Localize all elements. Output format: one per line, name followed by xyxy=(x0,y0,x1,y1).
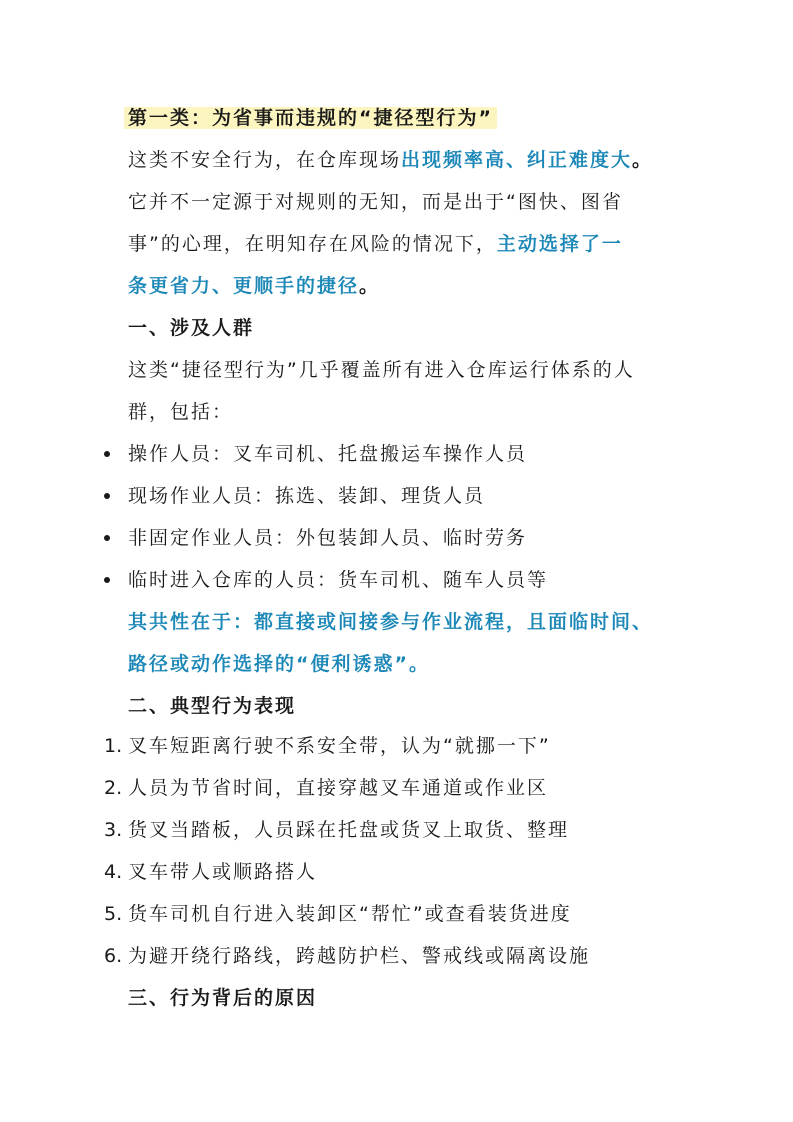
intro-line-4 xyxy=(128,270,380,302)
item-number: 6. xyxy=(104,945,123,967)
section1-paragraph-line-1: 这类“捷径型行为”几乎覆盖所有进入仓库运行体系的人 xyxy=(128,359,635,381)
list-item: 货车司机自行进入装卸区“帮忙”或查看装货进度 xyxy=(128,903,572,925)
list-item: 临时进入仓库的人员：货车司机、随车人员等 xyxy=(128,569,549,591)
intro-highlight: 条更省力、更顺手的捷径 xyxy=(128,275,360,297)
list-item: 货叉当踏板，人员踩在托盘或货叉上取货、整理 xyxy=(128,819,570,841)
section-title xyxy=(128,102,497,134)
item-number: 4. xyxy=(104,861,123,883)
section2-heading: 二、典型行为表现 xyxy=(128,695,297,717)
intro-punct: 。 xyxy=(359,275,381,297)
intro-line-3 xyxy=(128,228,623,260)
intro-line-2: 它并不一定源于对规则的无知，而是出于“图快、图省 xyxy=(128,191,623,213)
intro-highlight: 出现频率高、纠正难度大 xyxy=(401,149,633,171)
list-item: 叉车带人或顺路搭人 xyxy=(128,861,318,883)
bullet-dot xyxy=(104,493,110,499)
intro-line-1 xyxy=(128,144,653,176)
list-item: 操作人员：叉车司机、托盘搬运车操作人员 xyxy=(128,443,528,465)
section3-heading: 三、行为背后的原因 xyxy=(128,987,318,1009)
list-item: 为避开绕行路线，跨越防护栏、警戒线或隔离设施 xyxy=(128,945,591,967)
summary-line-2: 路径或动作选择的“便利诱惑”。 xyxy=(128,653,430,675)
list-item: 叉车短距离行驶不系安全带，认为“就挪一下” xyxy=(128,735,551,757)
list-item: 非固定作业人员：外包装卸人员、临时劳务 xyxy=(128,527,528,549)
item-number: 5. xyxy=(104,903,123,925)
summary-line-1: 其共性在于：都直接或间接参与作业流程，且面临时间、 xyxy=(128,611,654,633)
section1-heading: 一、涉及人群 xyxy=(128,317,255,339)
intro-text: 这类不安全行为，在仓库现场 xyxy=(128,149,402,171)
section1-paragraph-line-2: 群，包括： xyxy=(128,401,234,423)
item-number: 1. xyxy=(104,735,123,757)
bullet-dot xyxy=(104,577,110,583)
bullet-dot xyxy=(104,451,110,457)
intro-highlight: 主动选择了一 xyxy=(496,233,623,255)
list-item: 人员为节省时间，直接穿越叉车通道或作业区 xyxy=(128,777,549,799)
intro-punct: 。 xyxy=(632,149,654,171)
list-item: 现场作业人员：拣选、装卸、理货人员 xyxy=(128,485,486,507)
title-text: 第一类：为省事而违规的“捷径型行为” xyxy=(124,107,497,129)
item-number: 3. xyxy=(104,819,123,841)
intro-text: 事”的心理，在明知存在风险的情况下， xyxy=(128,233,497,255)
item-number: 2. xyxy=(104,777,123,799)
bullet-dot xyxy=(104,535,110,541)
